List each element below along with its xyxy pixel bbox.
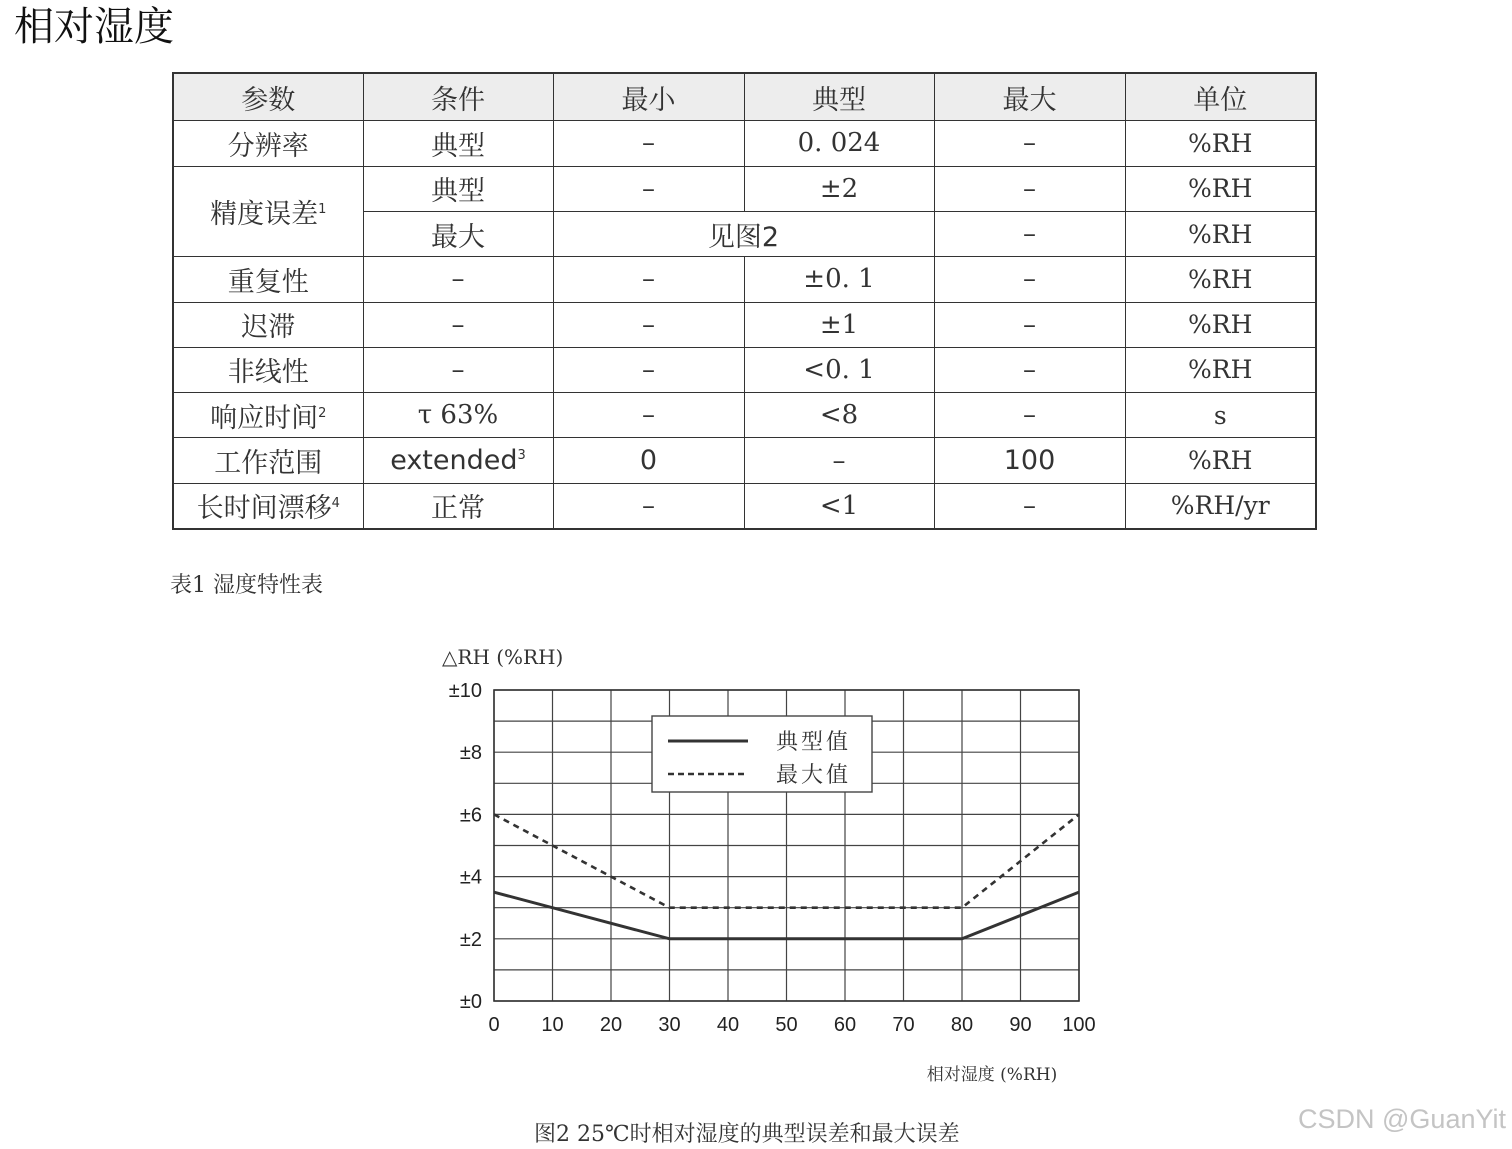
cell-condition: [363, 438, 553, 483]
table-row: [173, 166, 1316, 211]
cell-condition: τ 63%: [363, 393, 553, 438]
cell-condition: 正常: [363, 483, 553, 529]
cell-param: 分辨率: [173, 121, 363, 166]
cell-typ: ±1: [744, 302, 934, 347]
cell-see-figure: 见图2: [553, 211, 934, 256]
figure-caption: 图2 25℃时相对湿度的典型误差和最大误差: [534, 1122, 960, 1147]
cell-unit: %RH: [1125, 257, 1316, 302]
footnote-mark: 3: [517, 448, 526, 464]
cell-param: 迟滞: [173, 302, 363, 347]
cell-min: –: [553, 483, 744, 529]
table-header-row: [173, 73, 1316, 121]
x-axis-label: 相对湿度 (%RH): [926, 1065, 1058, 1085]
cell-max: –: [934, 347, 1125, 392]
cell-max: 100: [934, 438, 1125, 483]
cell-unit: %RH: [1125, 166, 1316, 211]
header-typ: 典型: [744, 73, 934, 121]
x-tick-label: 30: [658, 1014, 681, 1036]
table-caption: 表1 湿度特性表: [170, 573, 323, 598]
x-tick-label: 60: [833, 1014, 857, 1036]
x-tick-label: 70: [892, 1014, 915, 1036]
x-tick-label: 80: [950, 1014, 974, 1036]
header-max: 最大: [934, 73, 1125, 121]
cell-condition-text: extended: [390, 445, 518, 477]
humidity-spec-table: [172, 72, 1317, 530]
footnote-mark: 4: [331, 496, 340, 512]
y-tick-label: ±6: [459, 804, 482, 827]
cell-param: [173, 483, 363, 529]
humidity-error-chart: [420, 630, 1120, 1100]
cell-condition: 典型: [363, 166, 553, 211]
cell-max: –: [934, 121, 1125, 166]
x-tick-label: 0: [488, 1014, 500, 1036]
table-row: [173, 393, 1316, 438]
x-tick-label: 90: [1009, 1014, 1032, 1036]
legend-label: 最大值: [776, 763, 852, 788]
x-tick-label: 50: [775, 1014, 798, 1036]
table-row: [173, 121, 1316, 166]
cell-min: –: [553, 347, 744, 392]
cell-typ: ±0. 1: [744, 257, 934, 302]
cell-condition: –: [363, 347, 553, 392]
cell-typ: <8: [744, 393, 934, 438]
cell-unit: %RH: [1125, 121, 1316, 166]
cell-condition: –: [363, 257, 553, 302]
cell-min: 0: [553, 438, 744, 483]
y-tick-label: ±0: [459, 991, 482, 1013]
x-tick-label: 100: [1062, 1014, 1096, 1036]
cell-param: 非线性: [173, 347, 363, 392]
cell-unit: %RH/yr: [1125, 483, 1316, 529]
cell-max: –: [934, 302, 1125, 347]
cell-param: [173, 393, 363, 438]
cell-param: 工作范围: [173, 438, 363, 483]
table-row: [173, 302, 1316, 347]
y-tick-label: ±2: [459, 928, 482, 951]
y-tick-label: ±8: [459, 742, 482, 765]
header-condition: 条件: [363, 73, 553, 121]
y-tick-label: ±10: [448, 680, 482, 702]
cell-typ: <1: [744, 483, 934, 529]
cell-param: 重复性: [173, 257, 363, 302]
cell-unit: %RH: [1125, 302, 1316, 347]
cell-typ: 0. 024: [744, 121, 934, 166]
x-tick-label: 20: [599, 1014, 623, 1036]
cell-condition: –: [363, 302, 553, 347]
cell-param-text: 精度误差: [210, 198, 319, 230]
cell-min: –: [553, 393, 744, 438]
header-unit: 单位: [1125, 73, 1316, 121]
cell-min: –: [553, 257, 744, 302]
cell-unit: %RH: [1125, 347, 1316, 392]
cell-condition: 最大: [363, 211, 553, 256]
cell-max: –: [934, 211, 1125, 256]
x-tick-label: 40: [716, 1014, 740, 1036]
y-tick-label: ±4: [459, 866, 482, 889]
cell-min: –: [553, 166, 744, 211]
cell-param-text: 长时间漂移: [196, 493, 332, 525]
header-min: 最小: [553, 73, 744, 121]
cell-max: –: [934, 166, 1125, 211]
cell-min: –: [553, 121, 744, 166]
cell-condition: 典型: [363, 121, 553, 166]
watermark: CSDN @GuanYit: [1298, 1104, 1506, 1134]
header-param: 参数: [173, 73, 363, 121]
cell-unit: %RH: [1125, 211, 1316, 256]
cell-max: –: [934, 257, 1125, 302]
cell-max: –: [934, 483, 1125, 529]
table-row: [173, 347, 1316, 392]
footnote-mark: 2: [318, 405, 327, 421]
footnote-mark: 1: [318, 201, 327, 217]
y-axis-label: △RH (%RH): [442, 645, 564, 669]
x-tick-label: 10: [541, 1014, 564, 1036]
table-row: [173, 257, 1316, 302]
cell-param-text: 响应时间: [210, 402, 319, 434]
cell-typ: <0. 1: [744, 347, 934, 392]
page-title: 相对湿度: [14, 4, 174, 50]
cell-unit: %RH: [1125, 438, 1316, 483]
table-row: [173, 483, 1316, 529]
cell-typ: –: [744, 438, 934, 483]
cell-min: –: [553, 302, 744, 347]
cell-param: [173, 166, 363, 257]
legend-label: 典型值: [776, 730, 852, 755]
cell-unit: s: [1125, 393, 1316, 438]
table-row: [173, 438, 1316, 483]
cell-typ: ±2: [744, 166, 934, 211]
cell-max: –: [934, 393, 1125, 438]
